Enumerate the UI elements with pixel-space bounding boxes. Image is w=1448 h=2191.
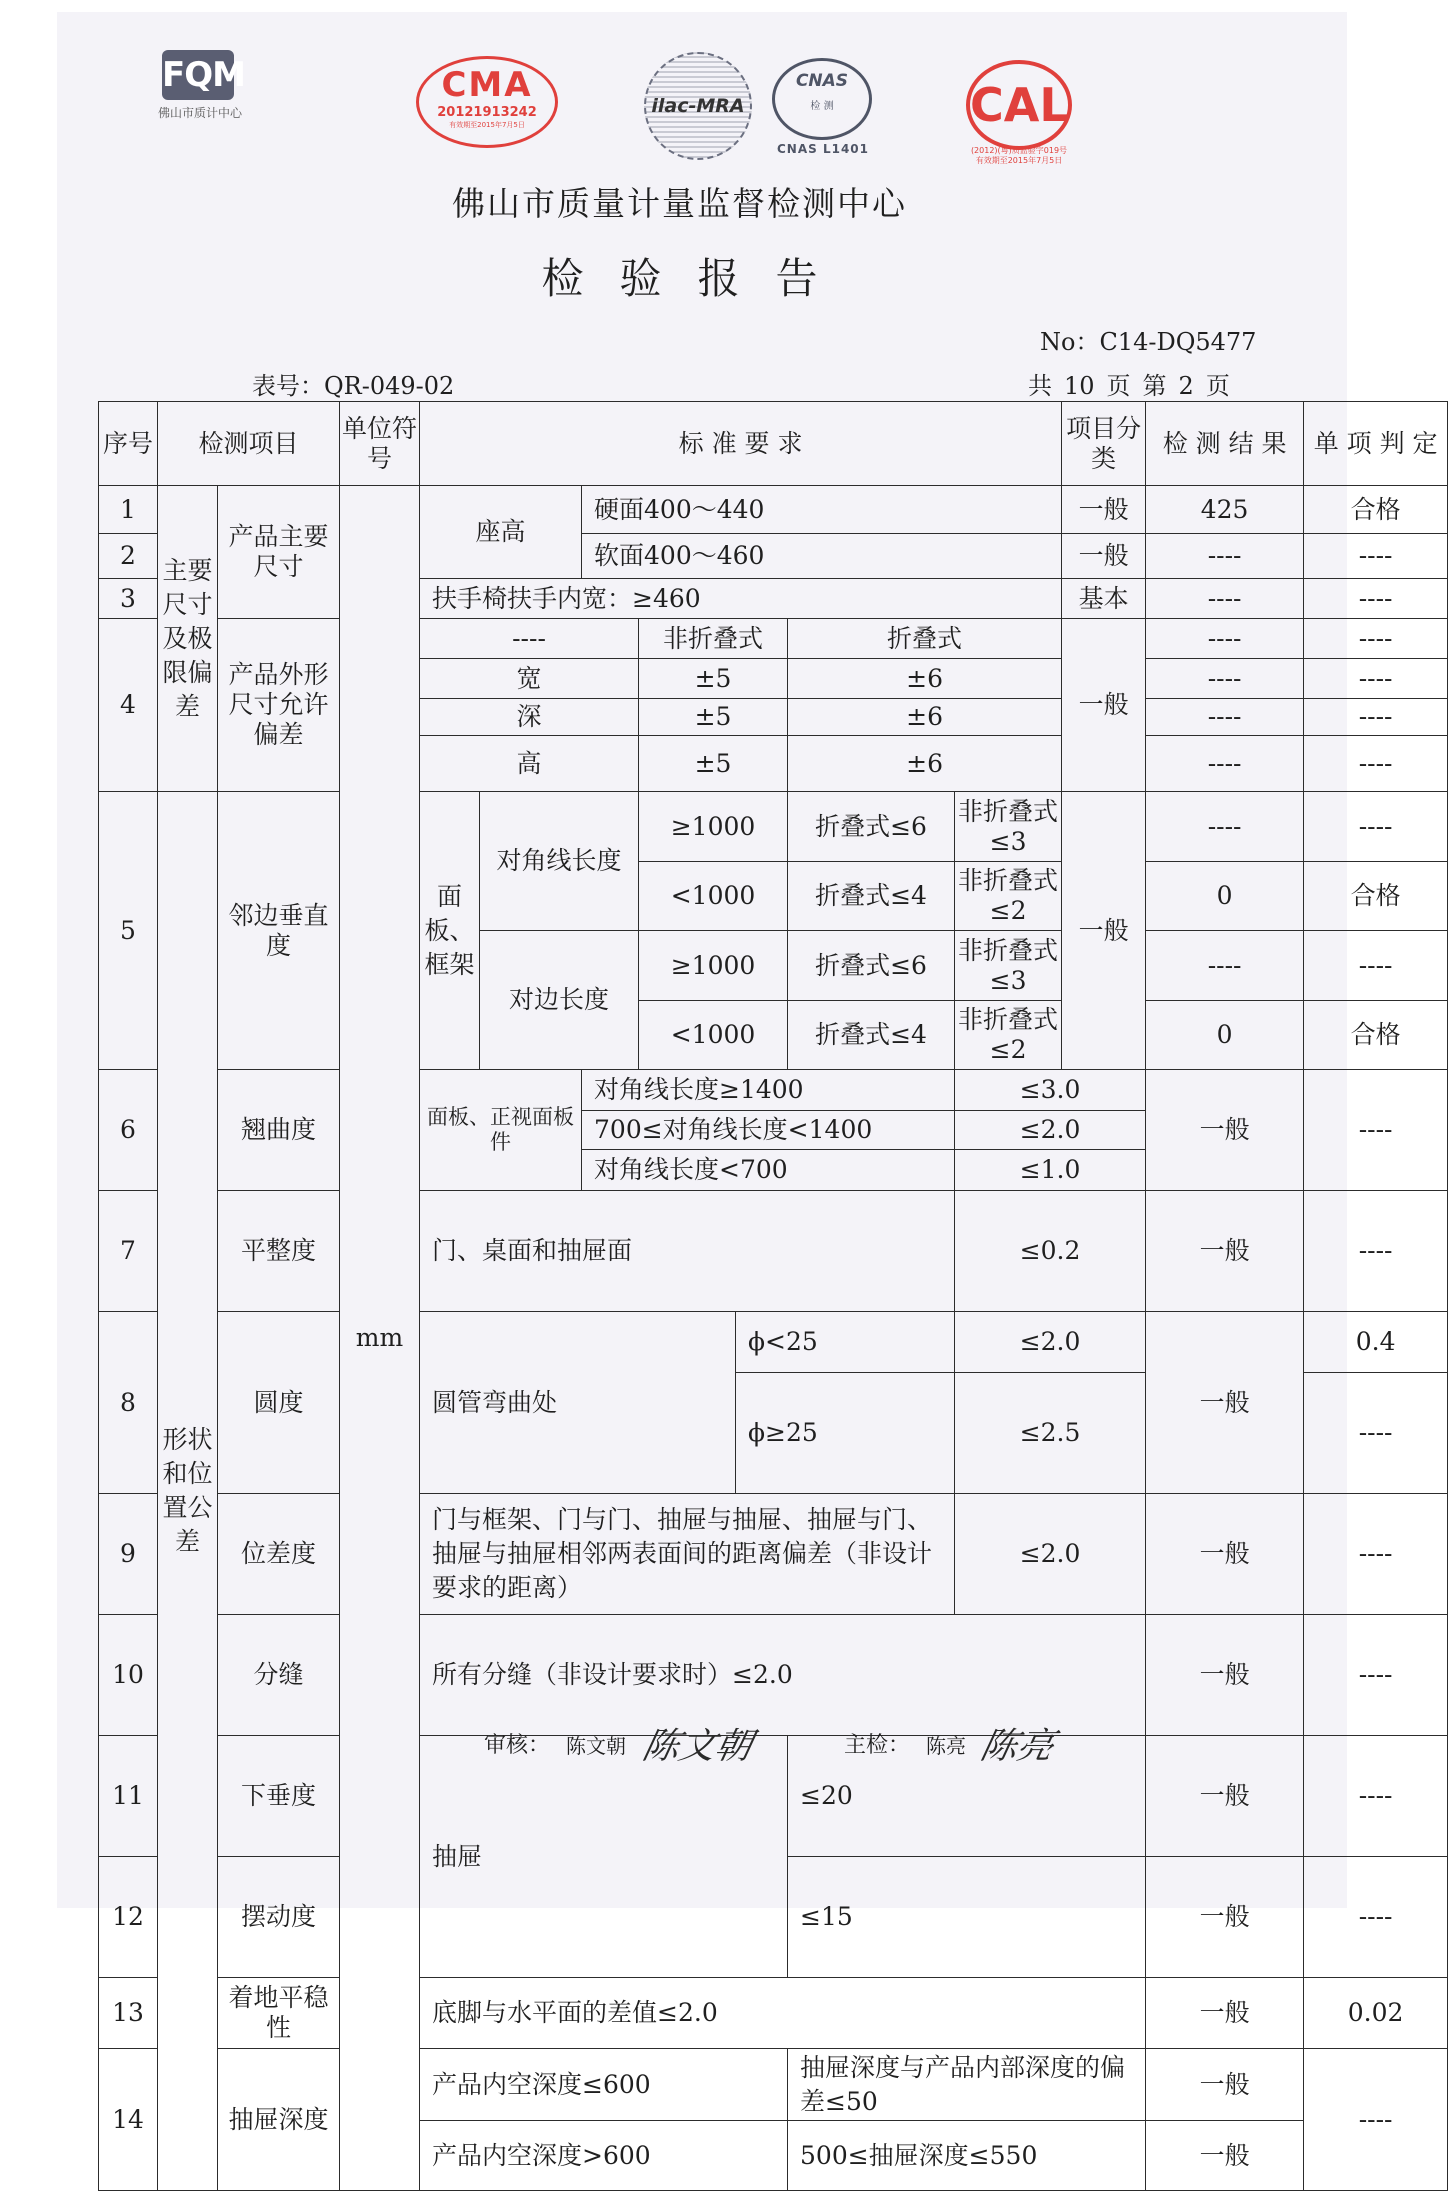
seq-cell: 11 (99, 1736, 158, 1857)
result-cell: 425 (1146, 486, 1304, 534)
judgment-cell: ---- (1304, 619, 1448, 659)
pages-current: 2 (1178, 372, 1194, 400)
result-cell: ---- (1304, 1191, 1448, 1312)
unit-cell: mm (340, 486, 420, 2191)
result-cell: ---- (1304, 1494, 1448, 1615)
nonfold-cell: 非折叠式≤3 (955, 792, 1062, 862)
condition-cell: 对角线长度≥1400 (582, 1070, 955, 1111)
category-cell: 一般 (1146, 1736, 1304, 1857)
reviewer-signature: 陈文朝 (639, 1726, 756, 1767)
judgment-cell: ---- (1304, 659, 1448, 699)
pages-current-label: 第 (1142, 372, 1167, 400)
inspection-table (98, 401, 1448, 2191)
length-cell: <1000 (639, 1001, 788, 1070)
header-seq: 序号 (99, 402, 158, 486)
ilac-mra-logo: ilac-MRA (644, 52, 752, 160)
cal-stamp: CAL (966, 60, 1072, 150)
seq-cell: 4 (99, 619, 158, 792)
fold-cell: 折叠式≤6 (788, 792, 955, 862)
result-cell: ---- (1146, 579, 1304, 619)
item-cell: 分缝 (218, 1615, 340, 1736)
pages-unit: 页 (1106, 372, 1131, 400)
sub-item-cell: 座高 (420, 486, 582, 579)
result-cell: ---- (1304, 1736, 1448, 1857)
pages-total-label: 共 (1028, 372, 1052, 400)
result-cell: ---- (1146, 659, 1304, 699)
category-cell: 一般 (1062, 619, 1146, 792)
cal-number: (2012)(粤)质监验字019号 (970, 146, 1068, 155)
item-cell: 下垂度 (218, 1736, 340, 1857)
inspector-signature: 陈亮 (977, 1726, 1058, 1767)
table-row (99, 619, 1448, 659)
category-cell: 一般 (1146, 1978, 1304, 2049)
nonfold-head-cell: 非折叠式 (639, 619, 788, 659)
cma-expiry: 有效期至2015年7月5日 (449, 121, 525, 129)
category-cell: 一般 (1062, 534, 1146, 579)
requirement-cell: 抽屉深度与产品内部深度的偏差≤50 (788, 2049, 1146, 2121)
review-label: 审核： (484, 1733, 551, 1758)
category-cell: 一般 (1146, 1494, 1304, 1615)
category-cell: 一般 (1062, 486, 1146, 534)
cnas-number: CNAS L1401 (776, 142, 869, 156)
item-cell: 邻边垂直度 (218, 792, 340, 1070)
table-row (99, 1615, 1448, 1736)
seq-cell: 7 (99, 1191, 158, 1312)
fold-cell: 折叠式≤4 (788, 1001, 955, 1070)
seq-cell: 8 (99, 1312, 158, 1494)
result-cell: ---- (1146, 736, 1304, 792)
dimension-cell: 高 (420, 736, 639, 792)
value-cell: ≤2.0 (955, 1111, 1146, 1150)
nonfold-cell: ±5 (639, 659, 788, 699)
requirement-cell: 500≤抽屉深度≤550 (788, 2121, 1146, 2191)
fqm-caption: 佛山市质计中心 (157, 106, 242, 120)
table-row (99, 1494, 1448, 1615)
standard-cell: 门、桌面和抽屉面 (420, 1191, 955, 1312)
item-cell: 圆度 (218, 1312, 340, 1494)
table-row (99, 1312, 1448, 1373)
header-unit: 单位符号 (340, 402, 420, 486)
result-cell: 0 (1146, 862, 1304, 931)
nonfold-cell: 非折叠式≤3 (955, 931, 1062, 1001)
result-cell: 0.02 (1304, 1978, 1448, 2049)
cnas-logo-text: CNAS (795, 71, 849, 91)
length-cell: ≥1000 (639, 931, 788, 1001)
result-cell: 0 (1146, 1001, 1304, 1070)
standard-cell: 软面400～460 (582, 534, 1062, 579)
value-cell: ≤3.0 (955, 1070, 1146, 1111)
nonfold-cell: ±5 (639, 736, 788, 792)
value-cell: ≤15 (788, 1857, 1146, 1978)
header-item: 检测项目 (158, 402, 340, 486)
seq-cell: 12 (99, 1857, 158, 1978)
table-row (99, 792, 1448, 862)
result-cell: ---- (1304, 1857, 1448, 1978)
category-cell: 一般 (1146, 1191, 1304, 1312)
judgment-cell: 合格 (1304, 862, 1448, 931)
seq-cell: 5 (99, 792, 158, 1070)
fold-cell: ±6 (788, 736, 1062, 792)
part-cell: 抽屉 (420, 1736, 788, 1978)
judgment-cell: ---- (1304, 699, 1448, 736)
category-cell: 一般 (1146, 1070, 1304, 1191)
seq-cell: 2 (99, 534, 158, 579)
judgment-cell: 合格 (1304, 486, 1448, 534)
condition-cell: 产品内空深度>600 (420, 2121, 788, 2191)
seq-cell: 3 (99, 579, 158, 619)
condition-cell: 产品内空深度≤600 (420, 2049, 788, 2121)
table-header-row (99, 402, 1448, 486)
cal-expiry: 有效期至2015年7月5日 (975, 156, 1063, 165)
part-cell: 圆管弯曲处 (420, 1312, 736, 1494)
length-cell: <1000 (639, 862, 788, 931)
judgment-cell: ---- (1304, 736, 1448, 792)
nonfold-cell: 非折叠式≤2 (955, 862, 1062, 931)
table-row (99, 1191, 1448, 1312)
item-cell: 平整度 (218, 1191, 340, 1312)
dimension-cell: 宽 (420, 659, 639, 699)
cnas-caption: 检 测 (810, 101, 834, 112)
page-indicator (1022, 366, 1236, 401)
header-result: 检 测 结 果 (1146, 402, 1304, 486)
result-cell: ---- (1146, 792, 1304, 862)
seq-cell: 10 (99, 1615, 158, 1736)
part-cell: 面板、正视面板件 (420, 1070, 582, 1191)
pages-total: 10 (1064, 372, 1095, 400)
header-judgment: 单 项 判 定 (1304, 402, 1448, 486)
result-cell: ---- (1304, 1615, 1448, 1736)
value-cell: ≤1.0 (955, 1149, 1146, 1190)
condition-cell: 对角线长度<700 (582, 1149, 955, 1190)
item-cell: 翘曲度 (218, 1070, 340, 1191)
standard-cell: 门与框架、门与门、抽屉与抽屉、抽屉与门、抽屉与抽屉相邻两表面间的距离偏差（非设计要求的距离） (420, 1494, 955, 1615)
part-cell: 面板、框架 (420, 792, 480, 1070)
item-cell: 着地平稳性 (218, 1978, 340, 2049)
seq-cell: 13 (99, 1978, 158, 2049)
category-cell: 一般 (1146, 1857, 1304, 1978)
cnas-logo (772, 58, 872, 140)
inspector-label: 主检： (844, 1733, 911, 1758)
fold-cell: 折叠式≤4 (788, 862, 955, 931)
header-category: 项目分类 (1062, 402, 1146, 486)
result-cell: ---- (1304, 1070, 1448, 1191)
category-cell: 一般 (1146, 1615, 1304, 1736)
result-cell: ---- (1304, 2049, 1448, 2191)
cma-number: 20121913242 (437, 105, 537, 120)
reviewer-name: 陈文朝 (566, 1734, 626, 1758)
item-cell: 抽屉深度 (218, 2049, 340, 2191)
header-standard: 标 准 要 求 (420, 402, 1062, 486)
judgment-cell: 合格 (1304, 1001, 1448, 1070)
judgment-cell: ---- (1304, 579, 1448, 619)
condition-cell: ϕ<25 (736, 1312, 955, 1373)
value-cell: ≤20 (788, 1736, 1146, 1857)
result-cell: 0.4 (1304, 1312, 1448, 1373)
cal-caption (938, 146, 1100, 166)
table-row (99, 1736, 1448, 1857)
seq-cell: 6 (99, 1070, 158, 1191)
value-cell: ≤2.5 (955, 1373, 1146, 1494)
standard-cell: 扶手椅扶手内宽：≥460 (420, 579, 1062, 619)
cma-logo-text: CMA (441, 65, 533, 105)
judgment-cell: ---- (1304, 931, 1448, 1001)
table-row (99, 2049, 1448, 2121)
cma-stamp (416, 56, 558, 148)
category-cell: 一般 (1146, 2121, 1304, 2191)
item-cell: 产品外形尺寸允许偏差 (218, 619, 340, 792)
form-number: 表号：QR-049-02 (252, 372, 455, 400)
seq-cell: 9 (99, 1494, 158, 1615)
standard-cell: 所有分缝（非设计要求时）≤2.0 (420, 1615, 1146, 1736)
category-cell: 一般 (1146, 1312, 1304, 1494)
table-row (99, 1070, 1448, 1111)
fold-cell: 折叠式≤6 (788, 931, 955, 1001)
judgment-cell: ---- (1304, 792, 1448, 862)
nonfold-cell: 非折叠式≤2 (955, 1001, 1062, 1070)
result-cell: ---- (1146, 931, 1304, 1001)
fold-head-cell: 折叠式 (788, 619, 1062, 659)
condition-cell: 700≤对角线长度<1400 (582, 1111, 955, 1150)
nonfold-cell: ±5 (639, 699, 788, 736)
dimension-head-cell: ---- (420, 619, 639, 659)
report-number: No：C14-DQ5477 (1040, 328, 1257, 356)
result-cell: ---- (1146, 699, 1304, 736)
value-cell: ≤2.0 (955, 1494, 1146, 1615)
category-cell: 基本 (1062, 579, 1146, 619)
seq-cell: 14 (99, 2049, 158, 2191)
group-shape-position: 形状和位置公差 (158, 792, 218, 2191)
judgment-cell: ---- (1304, 534, 1448, 579)
category-cell: 一般 (1062, 792, 1146, 1070)
value-cell: ≤2.0 (955, 1312, 1146, 1373)
dimension-cell: 深 (420, 699, 639, 736)
item-cell: 产品主要尺寸 (218, 486, 340, 619)
result-cell: ---- (1304, 1373, 1448, 1494)
table-row (99, 486, 1448, 534)
result-cell: ---- (1146, 534, 1304, 579)
fqm-logo: FQM (162, 50, 234, 100)
pages-unit-2: 页 (1205, 372, 1230, 400)
fold-cell: ±6 (788, 659, 1062, 699)
item-cell: 摆动度 (218, 1857, 340, 1978)
organization-name: 佛山市质量计量监督检测中心 (452, 184, 907, 223)
item-cell: 位差度 (218, 1494, 340, 1615)
result-cell: ---- (1146, 619, 1304, 659)
fold-cell: ±6 (788, 699, 1062, 736)
standard-cell: 底脚与水平面的差值≤2.0 (420, 1978, 1146, 2049)
group-main-dimensions: 主要尺寸及极限偏差 (158, 486, 218, 792)
report-title: 检验报告 (541, 254, 854, 303)
category-cell: 一般 (1146, 2049, 1304, 2121)
diagonal-cell: 对角线长度 (480, 792, 639, 931)
value-cell: ≤0.2 (955, 1191, 1146, 1312)
seq-cell: 1 (99, 486, 158, 534)
side-cell: 对边长度 (480, 931, 639, 1070)
inspector-name: 陈亮 (926, 1734, 966, 1758)
table-row (99, 1978, 1448, 2049)
length-cell: ≥1000 (639, 792, 788, 862)
condition-cell: ϕ≥25 (736, 1373, 955, 1494)
standard-cell: 硬面400～440 (582, 486, 1062, 534)
